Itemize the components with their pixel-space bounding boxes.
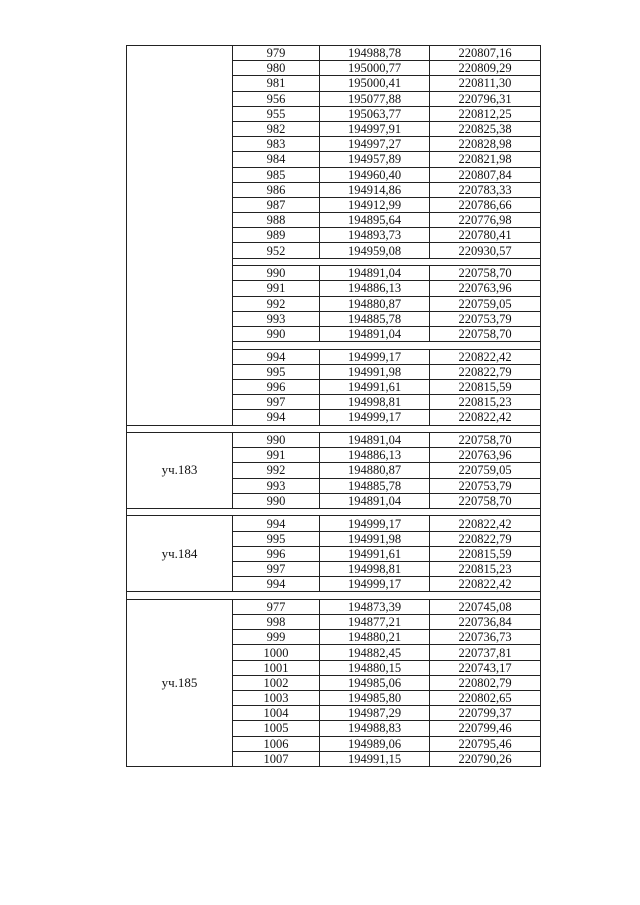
x-coordinate: 194957,89: [320, 152, 430, 167]
x-coordinate: 194912,99: [320, 197, 430, 212]
point-number: 995: [233, 531, 320, 546]
y-coordinate: 220790,26: [430, 751, 541, 766]
coordinates-table-body: [127, 46, 541, 767]
x-coordinate: 194882,45: [320, 645, 430, 660]
point-number: 990: [233, 326, 320, 341]
point-number: 997: [233, 395, 320, 410]
y-coordinate: 220822,79: [430, 364, 541, 379]
point-number: 981: [233, 76, 320, 91]
x-coordinate: 194991,15: [320, 751, 430, 766]
point-number: 1002: [233, 675, 320, 690]
x-coordinate: 195000,77: [320, 61, 430, 76]
point-number: 990: [233, 493, 320, 508]
point-number: 996: [233, 379, 320, 394]
y-coordinate: 220759,05: [430, 463, 541, 478]
x-coordinate: 194999,17: [320, 516, 430, 531]
x-coordinate: 194998,81: [320, 395, 430, 410]
x-coordinate: 194985,06: [320, 675, 430, 690]
y-coordinate: 220799,37: [430, 706, 541, 721]
point-number: 990: [233, 266, 320, 281]
point-number: 992: [233, 296, 320, 311]
y-coordinate: 220822,42: [430, 516, 541, 531]
point-number: 1001: [233, 660, 320, 675]
y-coordinate: 220743,17: [430, 660, 541, 675]
y-coordinate: 220822,42: [430, 577, 541, 592]
block-separator-row: [127, 592, 541, 600]
y-coordinate: 220737,81: [430, 645, 541, 660]
x-coordinate: 194880,21: [320, 630, 430, 645]
x-coordinate: 195077,88: [320, 91, 430, 106]
y-coordinate: 220815,59: [430, 546, 541, 561]
y-coordinate: 220821,98: [430, 152, 541, 167]
x-coordinate: 194880,15: [320, 660, 430, 675]
point-number: 1000: [233, 645, 320, 660]
x-coordinate: 194988,83: [320, 721, 430, 736]
y-coordinate: 220815,23: [430, 562, 541, 577]
x-coordinate: 194999,17: [320, 349, 430, 364]
point-number: 956: [233, 91, 320, 106]
x-coordinate: 194999,17: [320, 577, 430, 592]
y-coordinate: 220802,65: [430, 691, 541, 706]
point-number: 996: [233, 546, 320, 561]
point-number: 988: [233, 213, 320, 228]
block-separator-row: [127, 425, 541, 433]
separator-cell: [233, 342, 541, 350]
point-number: 987: [233, 197, 320, 212]
point-number: 983: [233, 137, 320, 152]
x-coordinate: 194989,06: [320, 736, 430, 751]
y-coordinate: 220825,38: [430, 121, 541, 136]
point-number: 994: [233, 349, 320, 364]
y-coordinate: 220753,79: [430, 478, 541, 493]
y-coordinate: 220807,16: [430, 46, 541, 61]
point-number: 1007: [233, 751, 320, 766]
x-coordinate: 194997,27: [320, 137, 430, 152]
y-coordinate: 220822,79: [430, 531, 541, 546]
table-row: [127, 599, 541, 614]
x-coordinate: 194891,04: [320, 326, 430, 341]
point-number: 995: [233, 364, 320, 379]
y-coordinate: 220745,08: [430, 599, 541, 614]
y-coordinate: 220758,70: [430, 493, 541, 508]
x-coordinate: 194985,80: [320, 691, 430, 706]
point-number: 993: [233, 478, 320, 493]
y-coordinate: 220809,29: [430, 61, 541, 76]
separator-cell: [127, 425, 541, 433]
y-coordinate: 220753,79: [430, 311, 541, 326]
x-coordinate: 194893,73: [320, 228, 430, 243]
point-number: 992: [233, 463, 320, 478]
y-coordinate: 220758,70: [430, 326, 541, 341]
separator-cell: [233, 258, 541, 266]
y-coordinate: 220776,98: [430, 213, 541, 228]
y-coordinate: 220795,46: [430, 736, 541, 751]
plot-label: [127, 46, 233, 426]
point-number: 991: [233, 281, 320, 296]
y-coordinate: 220763,96: [430, 448, 541, 463]
block-separator-row: [127, 508, 541, 516]
y-coordinate: 220930,57: [430, 243, 541, 258]
separator-cell: [127, 592, 541, 600]
x-coordinate: 194873,39: [320, 599, 430, 614]
x-coordinate: 194885,78: [320, 311, 430, 326]
point-number: 982: [233, 121, 320, 136]
y-coordinate: 220811,30: [430, 76, 541, 91]
y-coordinate: 220780,41: [430, 228, 541, 243]
point-number: 952: [233, 243, 320, 258]
point-number: 999: [233, 630, 320, 645]
x-coordinate: 194880,87: [320, 296, 430, 311]
point-number: 994: [233, 516, 320, 531]
y-coordinate: 220807,84: [430, 167, 541, 182]
y-coordinate: 220736,73: [430, 630, 541, 645]
y-coordinate: 220758,70: [430, 266, 541, 281]
point-number: 985: [233, 167, 320, 182]
y-coordinate: 220736,84: [430, 615, 541, 630]
x-coordinate: 194998,81: [320, 562, 430, 577]
y-coordinate: 220783,33: [430, 182, 541, 197]
table-row: [127, 433, 541, 448]
x-coordinate: 194991,61: [320, 546, 430, 561]
coordinates-table: [126, 45, 541, 767]
y-coordinate: 220799,46: [430, 721, 541, 736]
table-row: [127, 46, 541, 61]
x-coordinate: 194891,04: [320, 266, 430, 281]
x-coordinate: 195063,77: [320, 106, 430, 121]
point-number: 1003: [233, 691, 320, 706]
x-coordinate: 194991,61: [320, 379, 430, 394]
point-number: 994: [233, 410, 320, 425]
y-coordinate: 220786,66: [430, 197, 541, 212]
x-coordinate: 194999,17: [320, 410, 430, 425]
plot-label: уч.185: [127, 599, 233, 766]
point-number: 997: [233, 562, 320, 577]
point-number: 980: [233, 61, 320, 76]
x-coordinate: 194997,91: [320, 121, 430, 136]
point-number: 998: [233, 615, 320, 630]
y-coordinate: 220802,79: [430, 675, 541, 690]
x-coordinate: 194880,87: [320, 463, 430, 478]
point-number: 955: [233, 106, 320, 121]
x-coordinate: 194891,04: [320, 493, 430, 508]
y-coordinate: 220815,59: [430, 379, 541, 394]
point-number: 979: [233, 46, 320, 61]
point-number: 989: [233, 228, 320, 243]
y-coordinate: 220812,25: [430, 106, 541, 121]
point-number: 994: [233, 577, 320, 592]
x-coordinate: 194895,64: [320, 213, 430, 228]
x-coordinate: 194988,78: [320, 46, 430, 61]
point-number: 977: [233, 599, 320, 614]
x-coordinate: 194991,98: [320, 364, 430, 379]
point-number: 990: [233, 433, 320, 448]
point-number: 991: [233, 448, 320, 463]
coordinates-table-page: [126, 45, 540, 767]
x-coordinate: 194886,13: [320, 281, 430, 296]
point-number: 986: [233, 182, 320, 197]
y-coordinate: 220763,96: [430, 281, 541, 296]
table-row: [127, 516, 541, 531]
x-coordinate: 194877,21: [320, 615, 430, 630]
y-coordinate: 220815,23: [430, 395, 541, 410]
x-coordinate: 194959,08: [320, 243, 430, 258]
point-number: 984: [233, 152, 320, 167]
y-coordinate: 220796,31: [430, 91, 541, 106]
y-coordinate: 220758,70: [430, 433, 541, 448]
x-coordinate: 194886,13: [320, 448, 430, 463]
plot-label: уч.184: [127, 516, 233, 592]
point-number: 993: [233, 311, 320, 326]
y-coordinate: 220828,98: [430, 137, 541, 152]
x-coordinate: 194960,40: [320, 167, 430, 182]
plot-label: уч.183: [127, 433, 233, 509]
x-coordinate: 194914,86: [320, 182, 430, 197]
point-number: 1006: [233, 736, 320, 751]
x-coordinate: 194891,04: [320, 433, 430, 448]
x-coordinate: 194991,98: [320, 531, 430, 546]
point-number: 1004: [233, 706, 320, 721]
separator-cell: [127, 508, 541, 516]
x-coordinate: 195000,41: [320, 76, 430, 91]
y-coordinate: 220822,42: [430, 410, 541, 425]
x-coordinate: 194987,29: [320, 706, 430, 721]
point-number: 1005: [233, 721, 320, 736]
x-coordinate: 194885,78: [320, 478, 430, 493]
y-coordinate: 220759,05: [430, 296, 541, 311]
y-coordinate: 220822,42: [430, 349, 541, 364]
